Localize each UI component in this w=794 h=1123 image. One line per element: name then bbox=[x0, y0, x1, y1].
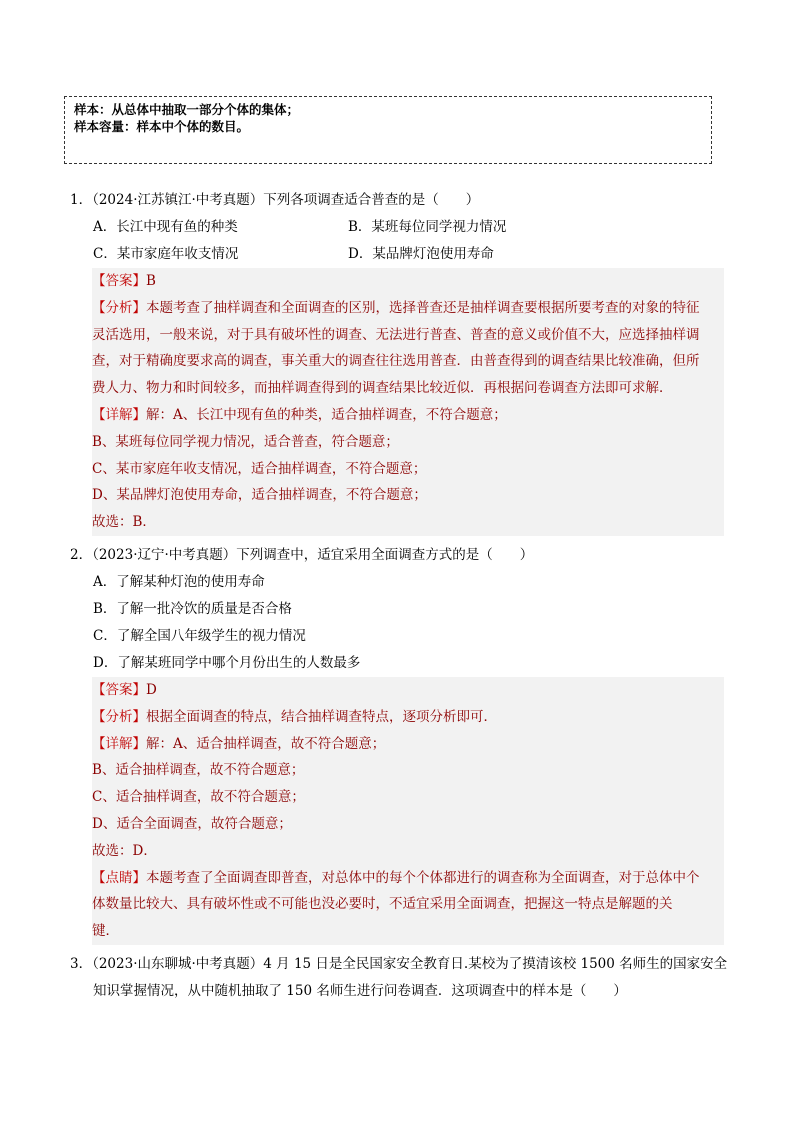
q2-analysis-line1: 根据全面调查的特点，结合抽样调查特点，逐项分析即可． bbox=[146, 708, 497, 725]
definition-sample-size: 样本容量：样本中个体的数目。 bbox=[74, 119, 250, 134]
q2-detail-line1: 解：A、适合抽样调查，故不符合题意； bbox=[146, 735, 386, 752]
q1-answer: B bbox=[146, 273, 156, 289]
q2-detail-row bbox=[92, 731, 724, 758]
q2-answer-row bbox=[92, 677, 724, 704]
q1-option-a: A．长江中现有鱼的种类 bbox=[93, 219, 238, 235]
q2-solution-block bbox=[92, 677, 724, 945]
q2-option-c: C．了解全国八年级学生的视力情况 bbox=[93, 628, 306, 644]
q1-analysis-line1: 本题考查了抽样调查和全面调查的区别，选择普查还是抽样调查要根据所要考查的对象的特征 bbox=[146, 299, 700, 316]
q2-choose: 故选：D． bbox=[92, 842, 157, 859]
q2-comment-row bbox=[92, 865, 724, 892]
q1-detail-line3: C、某市家庭年收支情况，适合抽样调查，不符合题意； bbox=[92, 460, 427, 477]
q2-answer: D bbox=[146, 682, 157, 698]
q1-analysis-line3: 查，对于精确度要求高的调查，事关重大的调查往往选用普查．由普查得到的调查结果比较准确，但所 bbox=[92, 353, 700, 370]
answer-tag: 【答案】 bbox=[92, 273, 146, 289]
q2-analysis-row bbox=[92, 704, 724, 731]
q1-detail-line2: B、某班每位同学视力情况，适合普查，符合题意； bbox=[92, 433, 399, 450]
definition-sample: 样本：从总体中抽取一部分个体的集体； bbox=[74, 102, 300, 117]
q3-stem-line2: 知识掌握情况，从中随机抽取了 150 名师生进行问卷调查．这项调查中的样本是（ ） bbox=[93, 983, 627, 999]
q2-option-a: A．了解某种灯泡的使用寿命 bbox=[93, 574, 265, 590]
analysis-tag: 【分析】 bbox=[92, 299, 146, 316]
definition-box bbox=[64, 96, 712, 164]
q2-option-d: D．了解某班同学中哪个月份出生的人数最多 bbox=[93, 655, 361, 671]
q2-comment-line3: 键． bbox=[92, 923, 119, 940]
q3-stem-line1: 3．（2023·山东聊城·中考真题）4 月 15 日是全民国家安全教育日.某校为了摸清该校 1500 名师生的国家安全 bbox=[70, 956, 728, 972]
q1-detail-line4: D、某品牌灯泡使用寿命，适合抽样调查，不符合题意； bbox=[92, 487, 427, 504]
q2-stem: 2．（2023·辽宁·中考真题）下列调查中，适宜采用全面调查方式的是（ ） bbox=[70, 547, 534, 563]
q1-analysis-line4: 费人力、物力和时间较多，而抽样调查得到的调查结果比较近似．再根据问卷调查方法即可求解． bbox=[92, 380, 673, 397]
analysis-tag: 【分析】 bbox=[92, 708, 146, 725]
detail-tag: 【详解】 bbox=[92, 735, 146, 752]
q1-solution-block bbox=[92, 268, 724, 536]
q1-option-b: B．某班每位同学视力情况 bbox=[348, 219, 507, 235]
q1-detail-row bbox=[92, 402, 724, 429]
q1-stem: 1．（2024·江苏镇江·中考真题）下列各项调查适合普查的是（ ） bbox=[70, 192, 480, 208]
q2-comment-line2: 体数量比较大、具有破坏性或不可能也没必要时，不适宜采用全面调查，把握这一特点是解题的关 bbox=[92, 896, 673, 913]
q1-detail-line1: 解：A、长江中现有鱼的种类，适合抽样调查，不符合题意； bbox=[146, 406, 507, 423]
q2-detail-line3: C、适合抽样调查，故不符合题意； bbox=[92, 789, 305, 806]
q1-answer-row bbox=[92, 268, 724, 295]
q1-option-c: C．某市家庭年收支情况 bbox=[93, 246, 239, 262]
comment-tag: 【点睛】 bbox=[92, 869, 146, 886]
q1-choose: 故选：B． bbox=[92, 514, 156, 531]
q1-analysis-line2: 灵活选用，一般来说，对于具有破坏性的调查、无法进行普查、普查的意义或价值不大，应选择抽样调 bbox=[92, 326, 700, 343]
q2-comment-line1: 本题考查了全面调查即普查，对总体中的每个个体都进行的调查称为全面调查，对于总体中个 bbox=[146, 869, 700, 886]
q2-detail-line4: D、适合全面调查，故符合题意； bbox=[92, 815, 292, 832]
q1-option-d: D．某品牌灯泡使用寿命 bbox=[348, 246, 494, 262]
q1-analysis-row bbox=[92, 295, 724, 322]
detail-tag: 【详解】 bbox=[92, 406, 146, 423]
q2-option-b: B．了解一批冷饮的质量是否合格 bbox=[93, 601, 292, 617]
answer-tag: 【答案】 bbox=[92, 682, 146, 698]
q2-detail-line2: B、适合抽样调查，故不符合题意； bbox=[92, 762, 305, 779]
